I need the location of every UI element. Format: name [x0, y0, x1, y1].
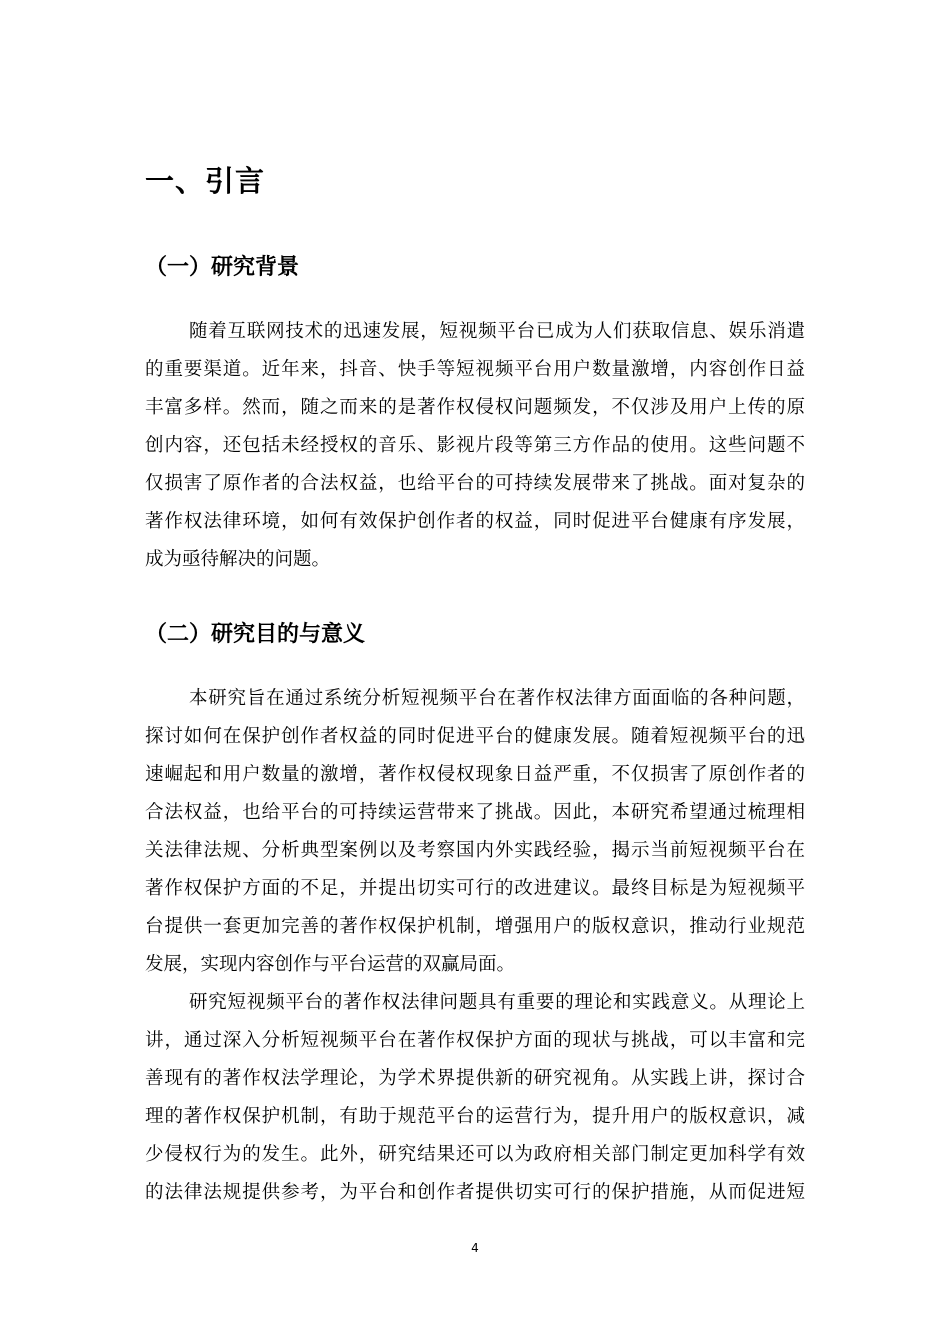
text-line: 台提供一套更加完善的著作权保护机制，增强用户的版权意识，推动行业规范: [145, 916, 805, 937]
text-line: 著作权保护方面的不足，并提出切实可行的改进建议。最终目标是为短视频平: [145, 878, 805, 899]
text-line: 速崛起和用户数量的激增，著作权侵权现象日益严重，不仅损害了原创作者的: [145, 764, 805, 785]
text-line: 关法律法规、分析典型案例以及考察国内外实践经验，揭示当前短视频平台在: [145, 840, 805, 861]
text-line: 合法权益，也给平台的可持续运营带来了挑战。因此，本研究希望通过梳理相: [145, 802, 805, 823]
text-line: 随着互联网技术的迅速发展，短视频平台已成为人们获取信息、娱乐消遣: [189, 321, 805, 342]
section-title-purpose: （二）研究目的与意义: [145, 622, 366, 647]
text-line: 探讨如何在保护创作者权益的同时促进平台的健康发展。随着短视频平台的迅: [145, 726, 805, 747]
chapter-title: 一、引言: [145, 164, 266, 198]
text-line: 发展，实现内容创作与平台运营的双赢局面。: [145, 954, 516, 975]
text-line: 仅损害了原作者的合法权益，也给平台的可持续发展带来了挑战。面对复杂的: [145, 473, 805, 494]
text-line: 的法律法规提供参考，为平台和创作者提供切实可行的保护措施，从而促进短: [145, 1182, 805, 1203]
text-line: 成为亟待解决的问题。: [145, 549, 331, 570]
section-title-background: （一）研究背景: [145, 255, 300, 280]
text-line: 研究短视频平台的著作权法律问题具有重要的理论和实践意义。从理论上: [189, 992, 805, 1013]
text-line: 本研究旨在通过系统分析短视频平台在著作权法律方面面临的各种问题，: [189, 688, 805, 709]
text-line: 著作权法律环境，如何有效保护创作者的权益，同时促进平台健康有序发展，: [145, 511, 805, 532]
text-line: 少侵权行为的发生。此外，研究结果还可以为政府相关部门制定更加科学有效: [145, 1144, 805, 1165]
text-line: 理的著作权保护机制，有助于规范平台的运营行为，提升用户的版权意识，减: [145, 1106, 805, 1127]
text-line: 的重要渠道。近年来，抖音、快手等短视频平台用户数量激增，内容创作日益: [145, 359, 805, 380]
text-line: 丰富多样。然而，随之而来的是著作权侵权问题频发，不仅涉及用户上传的原: [145, 397, 805, 418]
section-body-background: [145, 313, 805, 579]
text-line: 创内容，还包括未经授权的音乐、影视片段等第三方作品的使用。这些问题不: [145, 435, 805, 456]
page-number: 4: [471, 1241, 479, 1255]
section-body-purpose: [145, 680, 805, 1212]
text-line: 善现有的著作权法学理论，为学术界提供新的研究视角。从实践上讲，探讨合: [145, 1068, 805, 1089]
text-line: 讲，通过深入分析短视频平台在著作权保护方面的现状与挑战，可以丰富和完: [145, 1030, 805, 1051]
